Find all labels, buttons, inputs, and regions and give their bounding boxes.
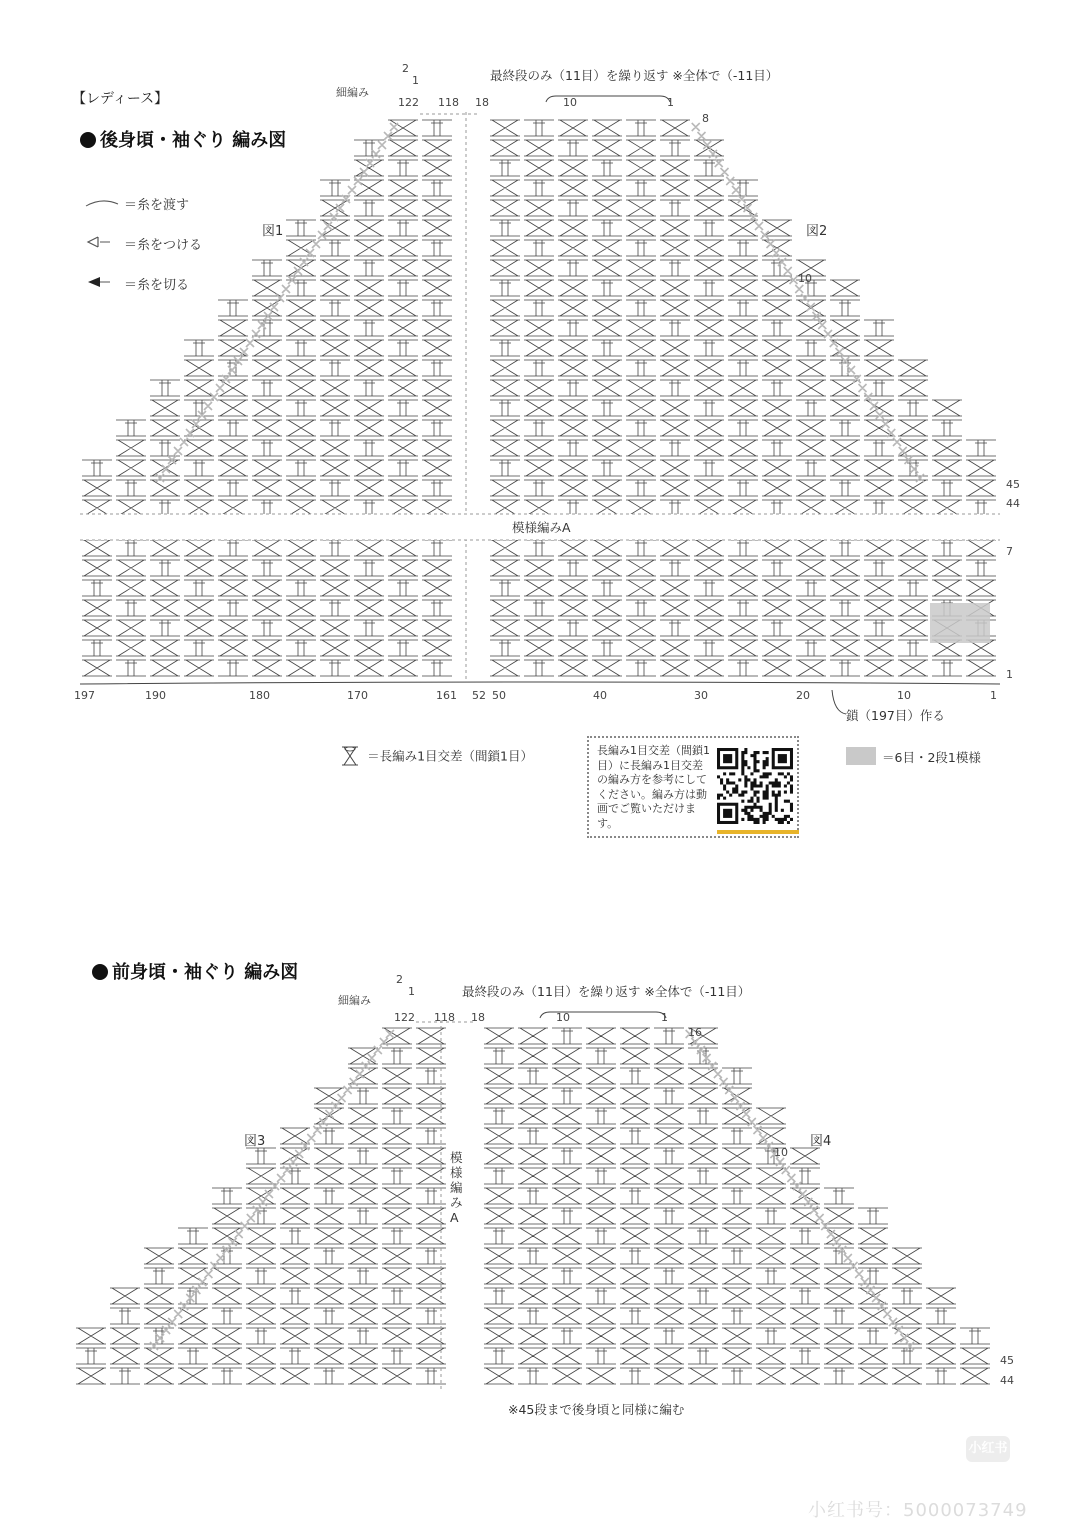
qr-note: 長編み1目交差（間鎖1目）に長編み1目交差の編み方を参考にしてください。編み方は動画でご覧いただけます。 <box>597 744 710 830</box>
chain-note: 鎖（197目）作る <box>846 708 945 723</box>
back-bottom-num-20: 20 <box>796 689 810 702</box>
front-top-num-118: 118 <box>434 1011 455 1024</box>
bullet-icon <box>92 964 108 980</box>
back-chart-raglan-edge <box>156 123 924 482</box>
legend-pass-yarn: ＝糸を渡す <box>84 194 189 213</box>
cut-yarn-icon <box>84 275 124 293</box>
back-chain-leader <box>832 690 846 714</box>
front-chart-raglan-edge <box>150 1030 914 1350</box>
back-bottom-num-197: 197 <box>74 689 95 702</box>
fig1-label: 図1 <box>262 224 284 239</box>
back-right-mark-10: 10 <box>798 272 812 285</box>
cross-stitch-icon <box>338 744 362 768</box>
back-corner-num-2: 2 <box>402 62 409 75</box>
back-bottom-num-30: 30 <box>694 689 708 702</box>
back-bottom-num-170: 170 <box>347 689 368 702</box>
front-right-mark-16: 16 <box>688 1026 702 1039</box>
front-top-num-18: 18 <box>471 1011 485 1024</box>
back-row-45: 45 <box>1006 478 1020 491</box>
qr-info-box <box>587 736 799 838</box>
symbol-key: ＝長編み1目交差（間鎖1目） <box>338 744 533 768</box>
category-label: 【レディース】 <box>72 91 169 107</box>
back-bottom-num-50: 50 <box>492 689 506 702</box>
back-top-num-122: 122 <box>398 96 419 109</box>
back-right-mark-8: 8 <box>702 112 709 125</box>
back-top-num-1: 1 <box>667 96 674 109</box>
front-corner-num-2: 2 <box>396 973 403 986</box>
front-chart-title: 前身頃・袖ぐり 編み図 <box>92 958 298 984</box>
bullet-icon <box>80 132 96 148</box>
back-chart-stitch-marks <box>82 120 996 676</box>
back-bottom-num-40: 40 <box>593 689 607 702</box>
front-top-num-1: 1 <box>661 1011 668 1024</box>
back-corner-num-1: 1 <box>412 74 419 87</box>
front-row-44: 44 <box>1000 1374 1014 1387</box>
front-top-num-10: 10 <box>556 1011 570 1024</box>
watermark-text: 小红书号：5000073749 <box>808 1500 1028 1521</box>
back-bottom-num-1: 1 <box>990 689 997 702</box>
qr-finder-core <box>723 809 732 818</box>
back-corner-label: 細編み <box>336 86 369 99</box>
front-center-label: 模様編みA <box>450 1150 463 1225</box>
front-corner-label: 細編み <box>338 994 371 1007</box>
front-top-note: 最終段のみ（11目）を繰り返す ※全体で（-11目） <box>462 984 751 999</box>
front-row-45: 45 <box>1000 1354 1014 1367</box>
back-chart <box>80 96 1002 714</box>
back-row-7: 7 <box>1006 545 1013 558</box>
fig3-label: 図3 <box>244 1134 266 1149</box>
qr-finder-core <box>723 754 732 763</box>
back-bottom-num-52: 52 <box>472 689 486 702</box>
back-bottom-num-180: 180 <box>249 689 270 702</box>
front-chart-stitches <box>76 1028 990 1384</box>
front-corner-num-1: 1 <box>408 985 415 998</box>
front-chart <box>76 1012 990 1390</box>
front-right-mark-10: 10 <box>774 1146 788 1159</box>
back-row-44: 44 <box>1006 497 1020 510</box>
legend-cut-yarn: ＝糸を切る <box>84 274 189 293</box>
front-top-num-122: 122 <box>394 1011 415 1024</box>
back-bottom-num-161: 161 <box>436 689 457 702</box>
back-top-num-10: 10 <box>563 96 577 109</box>
back-bottom-num-190: 190 <box>145 689 166 702</box>
back-foundation-chain <box>80 682 1000 684</box>
back-chart-title: 後身頃・袖ぐり 編み図 <box>80 126 286 152</box>
watermark-logo: 小红书 <box>966 1436 1010 1462</box>
qr-code-icon[interactable] <box>717 748 793 824</box>
back-top-num-18: 18 <box>475 96 489 109</box>
back-pattern-shade <box>930 603 990 643</box>
back-chart-stitches <box>82 120 996 676</box>
attach-yarn-icon <box>84 235 124 253</box>
fig2-label: 図2 <box>806 224 828 239</box>
back-row-1: 1 <box>1006 668 1013 681</box>
pattern-repeat-swatch <box>846 747 876 765</box>
qr-accent-bar <box>717 830 799 834</box>
back-top-num-118: 118 <box>438 96 459 109</box>
back-center-label: 模様編みA <box>512 520 571 535</box>
legend-attach-yarn: ＝糸をつける <box>84 234 202 253</box>
pattern-key: ＝6目・2段1模様 <box>882 750 981 765</box>
back-top-note: 最終段のみ（11目）を繰り返す ※全体で（-11目） <box>490 68 779 83</box>
front-bottom-note: ※45段まで後身頃と同様に編む <box>508 1402 685 1417</box>
fig4-label: 図4 <box>810 1134 832 1149</box>
back-bottom-num-10: 10 <box>897 689 911 702</box>
qr-finder-core <box>778 754 787 763</box>
front-chart-stitch-marks <box>76 1028 990 1384</box>
pass-yarn-icon <box>84 197 124 213</box>
